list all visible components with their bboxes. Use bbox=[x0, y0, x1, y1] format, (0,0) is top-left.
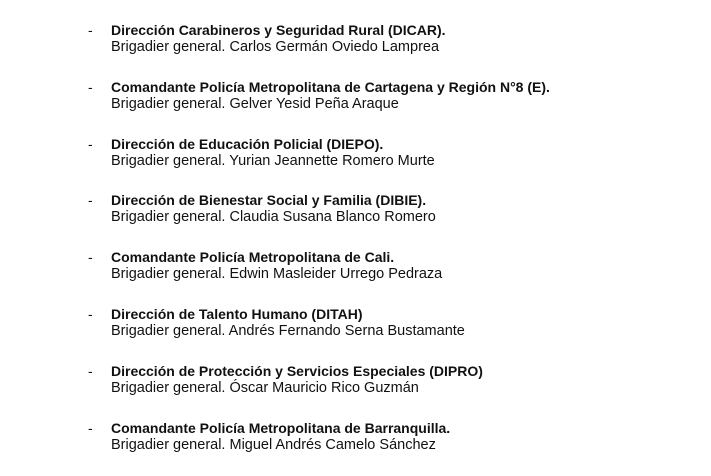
officer-name: Brigadier general. Edwin Masleider Urrego Pedraza bbox=[111, 266, 443, 283]
officer-name: Brigadier general. Yurian Jeannette Romero Murte bbox=[111, 152, 435, 169]
bullet-dash: - bbox=[88, 419, 93, 436]
unit-title: Dirección de Talento Humano (DITAH) bbox=[111, 305, 363, 322]
bullet-dash: - bbox=[88, 305, 93, 322]
list-item bbox=[0, 306, 711, 363]
bullet-dash: - bbox=[88, 249, 93, 266]
unit-title: Dirección de Educación Policial (DIEPO). bbox=[111, 135, 384, 152]
appointments-list bbox=[0, 22, 711, 476]
officer-name: Brigadier general. Gelver Yesid Peña Araque bbox=[111, 95, 399, 112]
bullet-dash: - bbox=[88, 22, 93, 38]
list-item bbox=[0, 136, 711, 193]
officer-name: Brigadier general. Andrés Fernando Serna Bustamante bbox=[111, 322, 465, 339]
bullet-dash: - bbox=[88, 135, 93, 152]
list-item bbox=[0, 22, 711, 79]
bullet-dash: - bbox=[88, 362, 93, 379]
unit-title: Comandante Policía Metropolitana de Barranquilla. bbox=[111, 419, 451, 436]
unit-title: Comandante Policía Metropolitana de Cartagena y Región N°8 (E). bbox=[111, 78, 550, 95]
bullet-dash: - bbox=[88, 192, 93, 209]
officer-name: Brigadier general. Carlos Germán Oviedo Lamprea bbox=[111, 39, 440, 55]
list-item bbox=[0, 420, 711, 476]
officer-name: Brigadier general. Claudia Susana Blanco Romero bbox=[111, 209, 436, 226]
unit-title: Dirección Carabineros y Seguridad Rural (DICAR). bbox=[111, 22, 446, 38]
unit-title: Comandante Policía Metropolitana de Cali. bbox=[111, 249, 395, 266]
unit-title: Dirección de Protección y Servicios Especiales (DIPRO) bbox=[111, 362, 483, 379]
list-item bbox=[0, 249, 711, 306]
list-item bbox=[0, 79, 711, 136]
list-item bbox=[0, 363, 711, 420]
list-item bbox=[0, 192, 711, 249]
bullet-dash: - bbox=[88, 78, 93, 95]
unit-title: Dirección de Bienestar Social y Familia (DIBIE). bbox=[111, 192, 427, 209]
officer-name: Brigadier general. Óscar Mauricio Rico Guzmán bbox=[111, 379, 419, 396]
officer-name: Brigadier general. Miguel Andrés Camelo Sánchez bbox=[111, 436, 436, 453]
